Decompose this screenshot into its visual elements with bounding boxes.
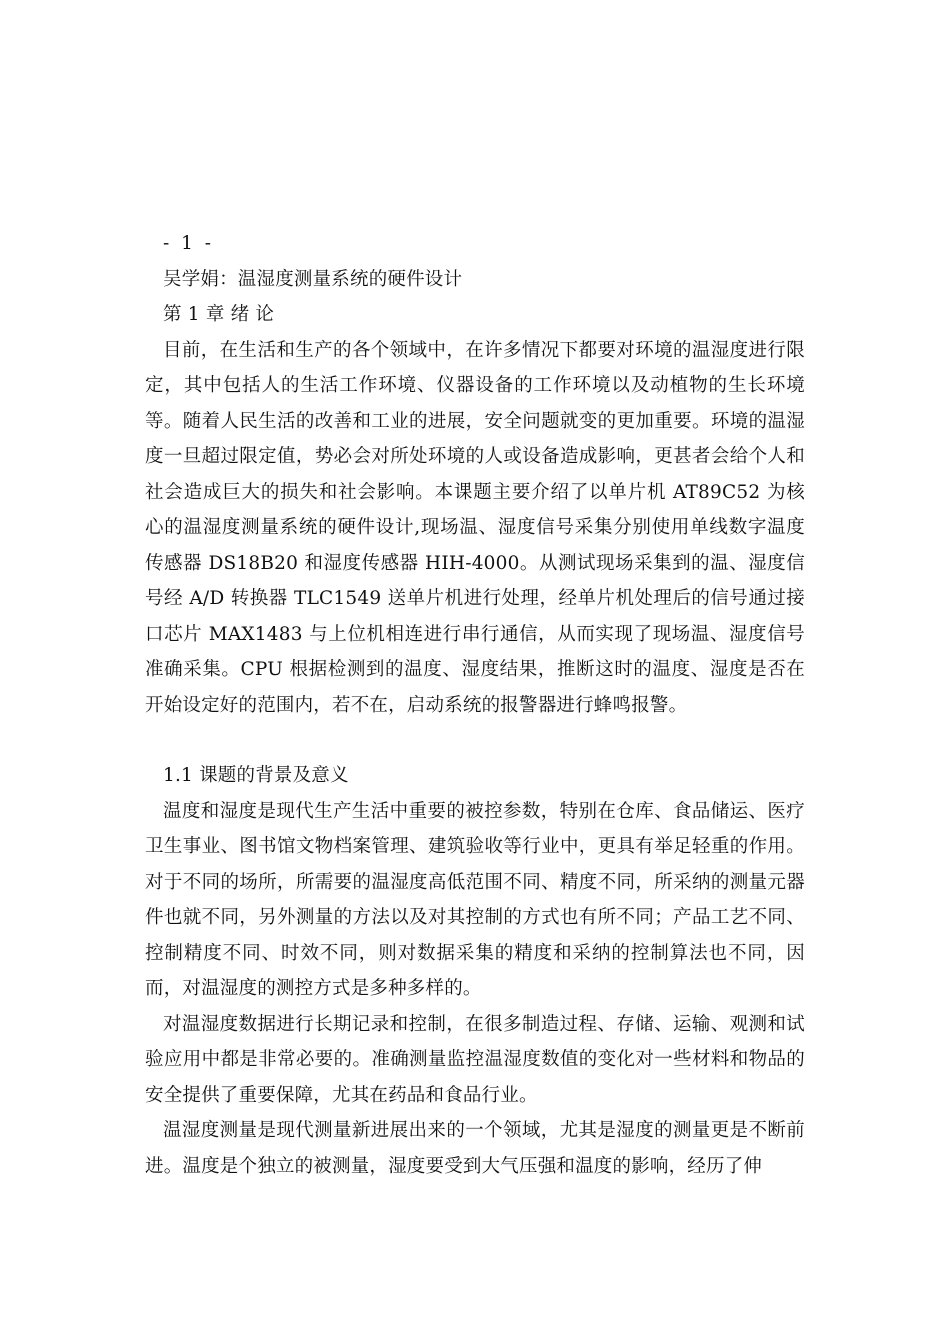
section-paragraph-2: 对温湿度数据进行长期记录和控制，在很多制造过程、存储、运输、观测和试验应用中都是非常必要的。准确测量监控温湿度数值的变化对一些材料和物品的安全提供了重要保障，尤其在药品和食品行业。: [145, 1013, 805, 1106]
running-header: 吴学娟：温湿度测量系统的硬件设计: [163, 268, 463, 290]
paragraph-gap: [145, 723, 805, 758]
section-title: 1.1 课题的背景及意义: [163, 765, 349, 786]
section-paragraph-1: 温度和湿度是现代生产生活中重要的被控参数，特别在仓库、食品储运、医疗卫生事业、图书馆文物档案管理、建筑验收等行业中，更具有举足轻重的作用。对于不同的场所，所需要的温湿度高低范围不同、精度不同，所采纳的测量元器件也就不同，另外测量的方法以及对其控制的方式也有所不同；产品工艺不同、控制精度不同、时效不同，则对数据采集的精度和采纳的控制算法也不同，因而，对温湿度的测控方式是多种多样的。: [145, 800, 805, 999]
section-paragraph-3: 温湿度测量是现代测量新进展出来的一个领域，尤其是湿度的测量更是不断前进。温度是个独立的被测量，湿度要受到大气压强和温度的影响，经历了伸: [145, 1120, 805, 1177]
page-content: [145, 226, 805, 1184]
page-number: - 1 -: [163, 233, 215, 254]
chapter-title: 第 1 章 绪 论: [163, 304, 275, 325]
intro-paragraph: 目前，在生活和生产的各个领域中，在许多情况下都要对环境的温湿度进行限定，其中包括人的生活工作环境、仪器设备的工作环境以及动植物的生长环境等。随着人民生活的改善和工业的进展，安全问题就变的更加重要。环境的温湿度一旦超过限定值，势必会对所处环境的人或设备造成影响，更甚者会给个人和社会造成巨大的损失和社会影响。本课题主要介绍了以单片机 AT89C52 为核心的温湿度测量系统的硬件设计,现场温、湿度信号采集分别使用单线数字温度传感器 DS18B20 和湿度传感器 HIH-4000。从测试现场采集到的温、湿度信号经 A/D 转换器 TLC1549 送单片机进行处理，经单片机处理后的信号通过接口芯片 MAX1483 与上位机相连进行串行通信，从而实现了现场温、湿度信号准确采集。CPU 根据检测到的温度、湿度结果，推断这时的温度、湿度是否在开始设定好的范围内，若不在，启动系统的报警器进行蜂鸣报警。: [145, 339, 805, 716]
